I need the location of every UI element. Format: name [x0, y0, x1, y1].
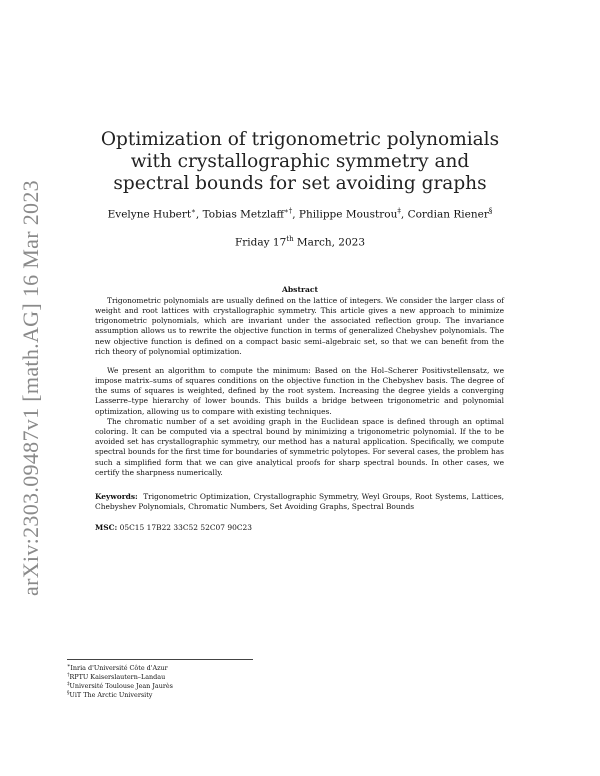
keywords-text: Trigonometric Optimization, Crystallographic Symmetry, Weyl Groups, Root Systems, Lattices, Chebyshev Polynomials, Chromatic Numbers, Set Avoiding Graphs, Spectral Bounds [95, 492, 504, 512]
msc-classification [95, 523, 504, 532]
date-prefix: Friday 17 [234, 236, 287, 249]
abstract-paragraph-3: The chromatic number of a set avoiding graph in the Euclidean space is defined through an optimal coloring. It can be computed via a spectral bound by minimizing a trigonometric polynomial. If the to be avoided set has crystallographic symmetry, our method has a natural application. Specifically, we compute spectral bounds for the first time for boundaries of symmetric polytopes. For several cases, the problem has such a simplified form that we can give analytical proofs for sharp spectral bounds. In other cases, we certify the sharpness numerically. [95, 417, 504, 477]
footnote-mark: ‡ [67, 681, 70, 687]
footnote-text: Inria d'Université Côte d'Azur [70, 664, 168, 673]
author-affiliation-mark: § [488, 207, 493, 215]
footnote-mark: ∗ [67, 663, 71, 669]
footnote-mark: § [67, 690, 70, 696]
footnote-divider [67, 659, 253, 660]
msc-label: MSC: [95, 523, 118, 532]
author-name: Philippe Moustrou [298, 208, 398, 221]
abstract-heading: Abstract [281, 285, 319, 294]
footnote-text: RPTU Kaiserslautern–Landau [69, 673, 166, 682]
author-affiliation-mark: ‡ [397, 207, 401, 215]
footnote-text: Université Toulouse Jean Jaurès [69, 682, 173, 691]
footnote-mark: † [67, 672, 70, 678]
author-name: Tobias Metzlaff [202, 208, 284, 221]
footnote [67, 689, 152, 700]
paper-title-line-3: spectral bounds for set avoiding graphs [113, 173, 487, 194]
author-name: Evelyne Hubert [107, 208, 192, 221]
author-affiliation-mark: ∗† [283, 207, 293, 215]
date-suffix: March, 2023 [293, 236, 366, 249]
author-list: Evelyne Hubert∗, Tobias Metzlaff∗†, Philippe Moustrou‡, Cordian Riener§ [107, 207, 493, 221]
abstract-paragraph-1: Trigonometric polynomials are usually defined on the lattice of integers. We consider the larger class of weight and root lattices with crystallographic symmetry. This article gives a new approach to minimize trigonometric polynomials, which are invariant under the associated reflection group. The invariance assumption allows us to rewrite the objective function in terms of generalized Chebyshev polynomials. The new objective function is defined on a compact basic semi–algebraic set, so that we can benefit from the rich theory of polynomial optimization. [95, 296, 504, 356]
keywords-label: Keywords: [95, 492, 138, 501]
keywords [95, 492, 504, 512]
date-ordinal: th [286, 235, 294, 243]
paper-title-line-2: with crystallographic symmetry and [130, 151, 470, 172]
paper-title-line-1: Optimization of trigonometric polynomials [100, 129, 500, 150]
author-affiliation-mark: ∗ [191, 207, 196, 215]
author-name: Cordian Riener [407, 208, 489, 221]
abstract-paragraph-2: We present an algorithm to compute the minimum: Based on the Hol–Scherer Positivstellensatz, we impose matrix–sums of squares conditions on the objective function in the Chebyshev basis. The degree of the sums of squares is weighted, defined by the root system. Increasing the degree yields a converging Lasserre–type hierarchy of lower bounds. This builds a bridge between trigonometric and polynomial optimization, allowing us to compare with existing techniques. [95, 366, 504, 416]
footnote-text: UiT The Arctic University [69, 691, 153, 700]
arxiv-stamp-text: arXiv:2303.09487v1 [math.AG] 16 Mar 2023 [18, 180, 43, 596]
msc-codes: 05C15 17B22 33C52 52C07 90C23 [119, 523, 252, 532]
publication-date [0, 235, 600, 249]
